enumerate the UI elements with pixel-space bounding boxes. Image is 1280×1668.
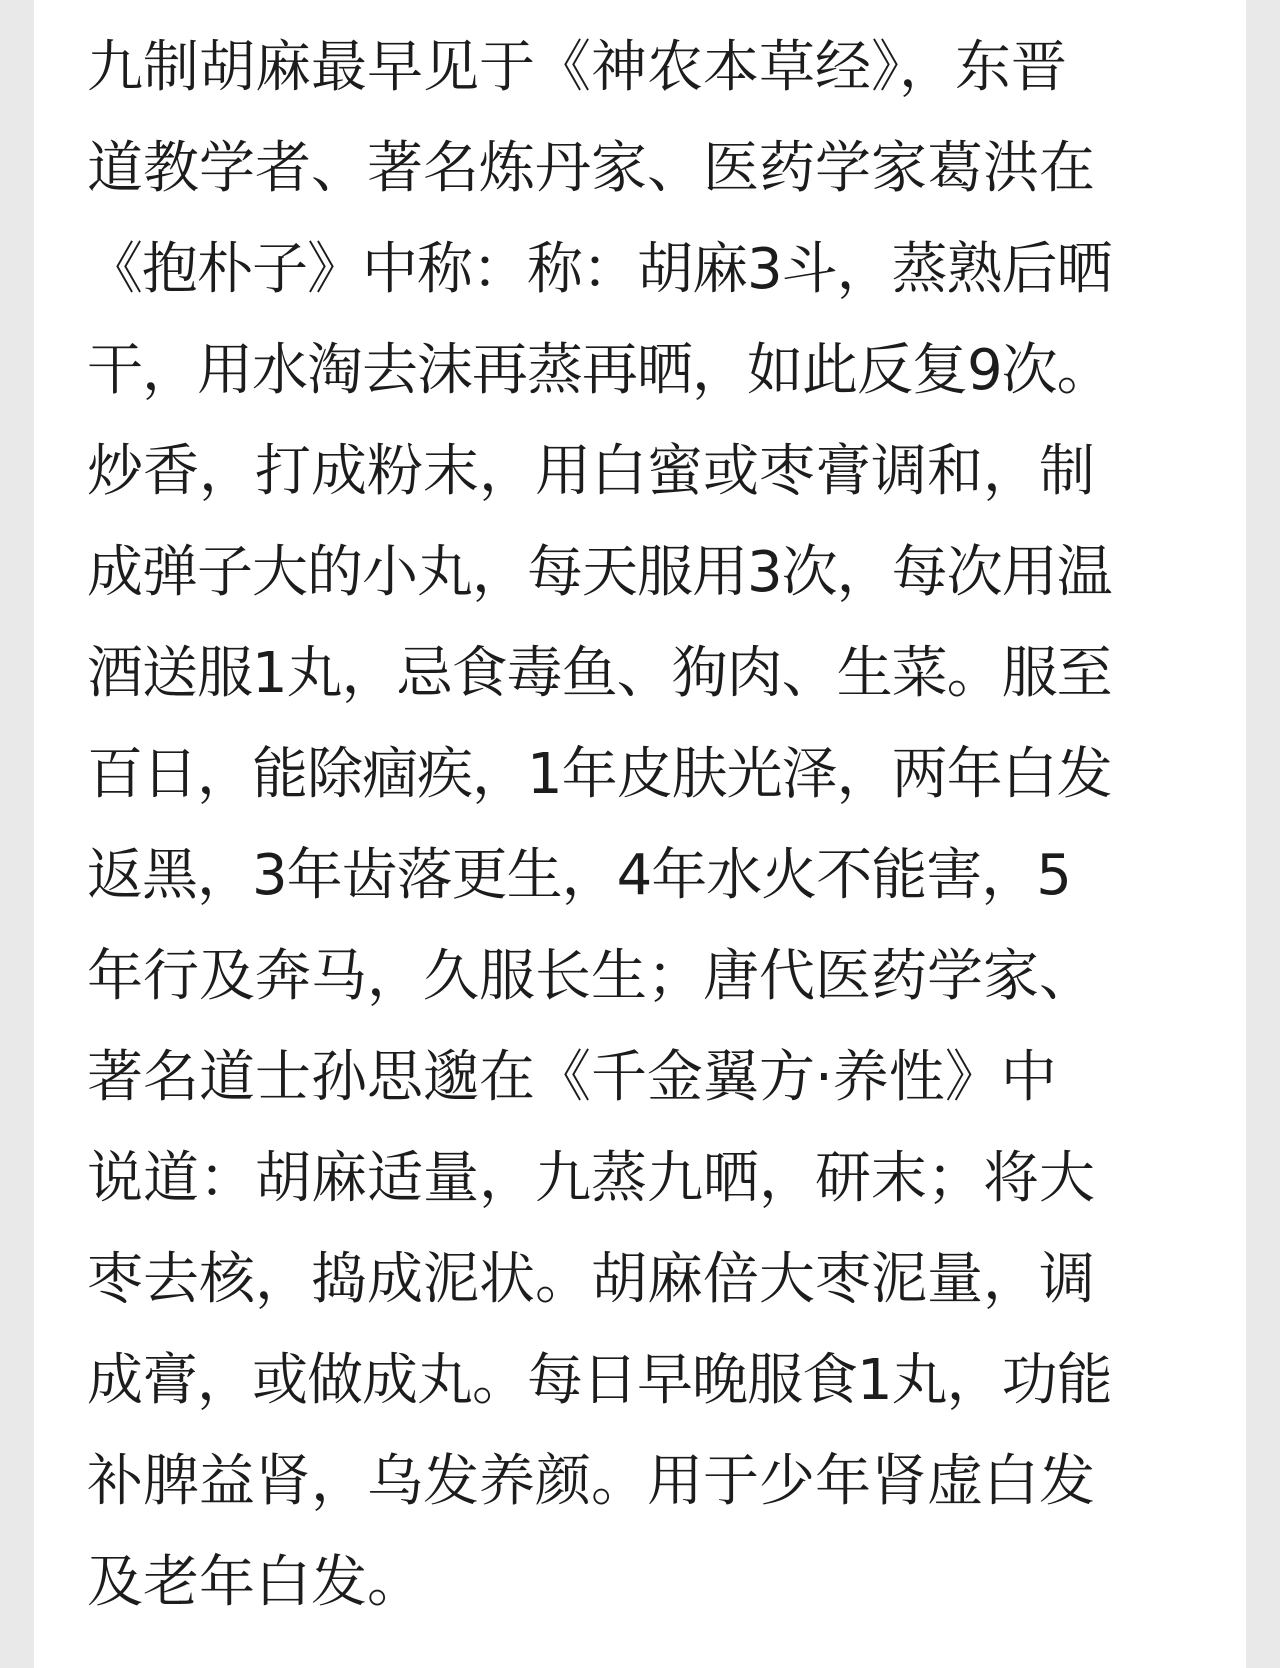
article-line: 补脾益肾，乌发养颜。用于少年肾虚白发: [87, 1449, 1095, 1514]
article-line: 《抱朴子》中称：称：胡麻3斗，蒸熟后晒: [87, 237, 1112, 302]
article-line: 干，用水淘去沫再蒸再晒，如此反复9次。: [87, 338, 1112, 403]
article-line: 年行及奔马，久服长生；唐代医药学家、: [87, 944, 1095, 1009]
article-line: 说道：胡麻适量，九蒸九晒，研末；将大: [87, 1146, 1095, 1211]
article-line: 道教学者、著名炼丹家、医药学家葛洪在: [87, 136, 1095, 201]
article-line: 酒送服1丸，忌食毒鱼、狗肉、生菜。服至: [87, 641, 1112, 706]
article-line: 及老年白发。: [87, 1550, 423, 1615]
article-line: 炒香，打成粉末，用白蜜或枣膏调和，制: [87, 439, 1095, 504]
article-line: 成膏，或做成丸。每日早晚服食1丸，功能: [87, 1348, 1112, 1413]
article-line: 九制胡麻最早见于《神农本草经》，东晋: [87, 35, 1067, 100]
article-line: 返黑，3年齿落更生，4年水火不能害，5: [87, 843, 1071, 908]
article-body: [87, 30, 1209, 1646]
article-page: [34, 0, 1246, 1668]
article-line: 百日，能除痼疾，1年皮肤光泽，两年白发: [87, 742, 1112, 807]
article-line: 著名道士孙思邈在《千金翼方·养性》中: [87, 1045, 1057, 1110]
article-line: 枣去核，捣成泥状。胡麻倍大枣泥量，调: [87, 1247, 1095, 1312]
article-line: 成弹子大的小丸，每天服用3次，每次用温: [87, 540, 1112, 605]
